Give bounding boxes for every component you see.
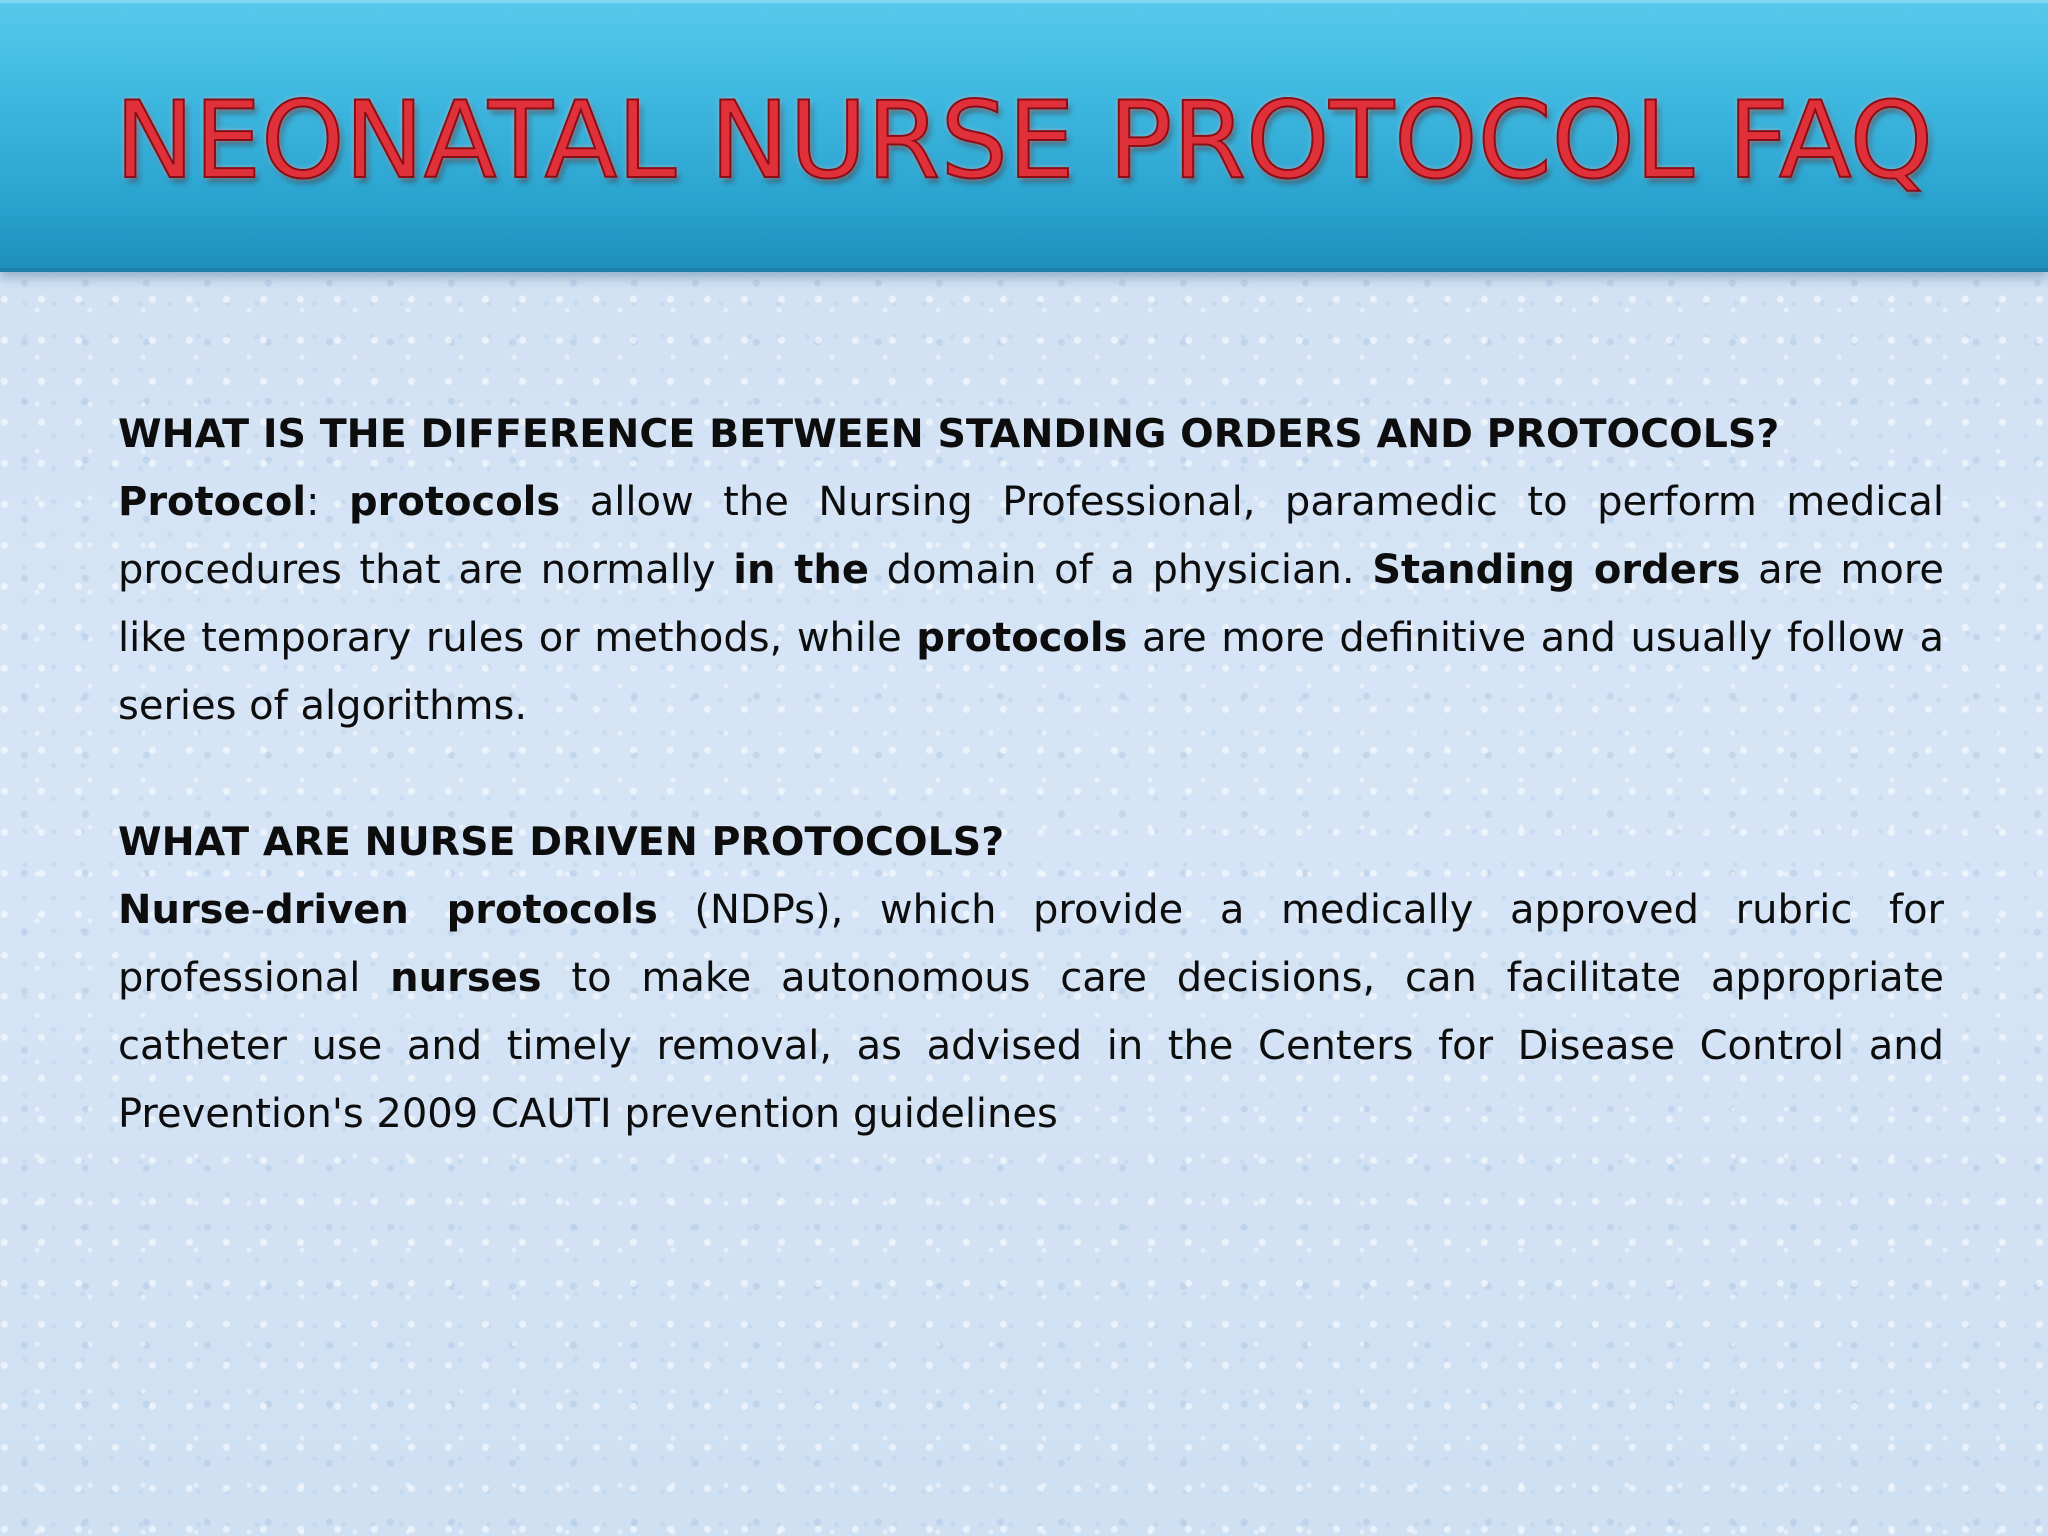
answer-2-bold-3: nurses	[390, 955, 542, 1001]
answer-2-bold-2: driven protocols	[265, 887, 658, 933]
answer-1-text-2: domain of a physician.	[869, 547, 1373, 593]
faq-answer-1	[118, 468, 1944, 740]
answer-1-bold-1: protocols	[349, 479, 561, 525]
faq-question-1: WHAT IS THE DIFFERENCE BETWEEN STANDING ORDERS AND PROTOCOLS?	[118, 411, 1780, 457]
title-banner	[0, 0, 2048, 272]
answer-2-bold-1: Nurse	[118, 887, 251, 933]
faq-answer-2	[118, 876, 1944, 1148]
answer-1-bold-4: protocols	[916, 615, 1128, 661]
answer-1-text-1: allow the Nursing Professional, paramedic to perform medical procedures that are normally	[118, 479, 1944, 593]
answer-1-term: Protocol	[118, 479, 307, 525]
answer-1-sep: :	[306, 479, 350, 525]
answer-2-text-2: (NDPs), which provide a medically approved rubric for professional	[118, 887, 1944, 1001]
answer-1-bold-2: in the	[733, 547, 870, 593]
answer-2-text-1: -	[250, 887, 266, 933]
faq-question-2: WHAT ARE NURSE DRIVEN PROTOCOLS?	[118, 819, 1005, 865]
section-spacer	[118, 740, 1944, 808]
answer-1-text-3: are more like temporary rules or methods, while	[118, 547, 1945, 661]
answer-2-text-3: to make autonomous care decisions, can facilitate appropriate catheter use and timely removal, as advised in the Centers for Disease Control and Prevention's 2009 CAUTI prevention guidelines	[118, 955, 1944, 1137]
answer-1-text-4: are more definitive and usually follow a series of algorithms.	[118, 615, 1945, 729]
faq-content	[118, 400, 1944, 1148]
answer-1-bold-3: Standing orders	[1372, 547, 1741, 593]
slide-title: NEONATAL NURSE PROTOCOL FAQ	[114, 79, 1934, 202]
